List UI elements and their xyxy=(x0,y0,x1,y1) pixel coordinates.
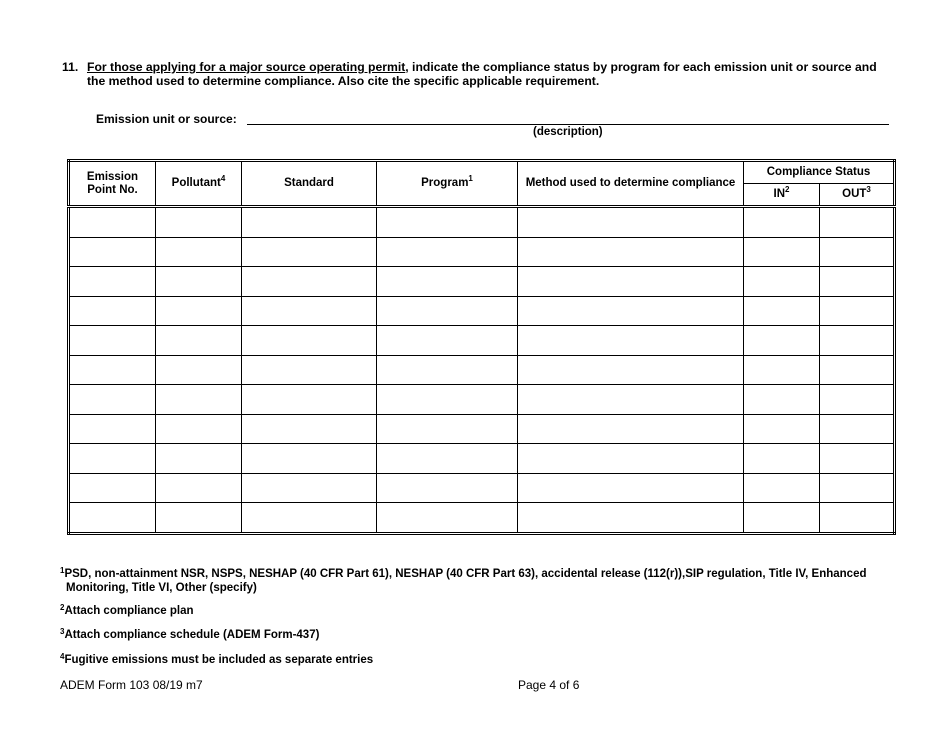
cell-standard[interactable] xyxy=(242,207,377,238)
cell-out[interactable] xyxy=(820,267,895,297)
cell-in[interactable] xyxy=(744,473,820,503)
cell-pollutant[interactable] xyxy=(156,444,242,474)
cell-method[interactable] xyxy=(518,414,744,444)
cell-method[interactable] xyxy=(518,355,744,385)
cell-out[interactable] xyxy=(820,355,895,385)
header-emission-point xyxy=(69,161,156,207)
cell-program[interactable] xyxy=(377,267,518,297)
form-identifier: ADEM Form 103 08/19 m7 xyxy=(60,678,203,692)
question-text-line2: the method used to determine compliance. Also cite the specific applicable requirement. xyxy=(87,74,600,88)
cell-out[interactable] xyxy=(820,473,895,503)
cell-in[interactable] xyxy=(744,267,820,297)
footnote-1-sup: 1 xyxy=(60,566,65,575)
cell-pollutant[interactable] xyxy=(156,237,242,267)
cell-method[interactable] xyxy=(518,326,744,356)
table-row xyxy=(69,296,895,326)
compliance-table xyxy=(67,159,896,535)
cell-standard[interactable] xyxy=(242,414,377,444)
table-row xyxy=(69,355,895,385)
cell-standard[interactable] xyxy=(242,355,377,385)
cell-program[interactable] xyxy=(377,355,518,385)
header-pollutant-text: Pollutant xyxy=(171,177,221,189)
question-number: 11. xyxy=(62,60,79,74)
footnote-2-text: Attach compliance plan xyxy=(64,605,194,617)
footnote-2-sup: 2 xyxy=(60,603,65,612)
cell-out[interactable] xyxy=(820,207,895,238)
cell-program[interactable] xyxy=(377,296,518,326)
cell-in[interactable] xyxy=(744,326,820,356)
cell-method[interactable] xyxy=(518,237,744,267)
cell-method[interactable] xyxy=(518,473,744,503)
footnote-2 xyxy=(60,605,194,619)
table-row xyxy=(69,385,895,415)
table-row xyxy=(69,207,895,238)
footnote-4 xyxy=(60,654,373,668)
cell-standard[interactable] xyxy=(242,326,377,356)
cell-program[interactable] xyxy=(377,503,518,534)
cell-out[interactable] xyxy=(820,414,895,444)
question-text xyxy=(87,60,892,88)
header-emission-line1: Emission xyxy=(86,170,139,183)
header-out xyxy=(820,184,895,207)
cell-emission-point[interactable] xyxy=(69,444,156,474)
cell-method[interactable] xyxy=(518,444,744,474)
cell-standard[interactable] xyxy=(242,296,377,326)
cell-pollutant[interactable] xyxy=(156,207,242,238)
header-in-sup: 2 xyxy=(785,185,790,194)
header-method: Method used to determine compliance xyxy=(518,161,744,207)
cell-pollutant[interactable] xyxy=(156,385,242,415)
cell-program[interactable] xyxy=(377,414,518,444)
cell-program[interactable] xyxy=(377,385,518,415)
table-row xyxy=(69,414,895,444)
header-emission-line2: Point No. xyxy=(87,183,138,196)
cell-emission-point[interactable] xyxy=(69,326,156,356)
cell-method[interactable] xyxy=(518,503,744,534)
cell-emission-point[interactable] xyxy=(69,414,156,444)
footnote-1 xyxy=(60,568,890,595)
cell-program[interactable] xyxy=(377,326,518,356)
table-row xyxy=(69,444,895,474)
cell-emission-point[interactable] xyxy=(69,385,156,415)
cell-method[interactable] xyxy=(518,207,744,238)
cell-in[interactable] xyxy=(744,237,820,267)
cell-emission-point[interactable] xyxy=(69,207,156,238)
cell-emission-point[interactable] xyxy=(69,267,156,297)
cell-method[interactable] xyxy=(518,296,744,326)
cell-out[interactable] xyxy=(820,444,895,474)
footnote-4-text: Fugitive emissions must be included as separate entries xyxy=(64,654,374,666)
header-out-sup: 3 xyxy=(866,185,871,194)
header-in xyxy=(744,184,820,207)
question-underlined-text: For those applying for a major source operating permit xyxy=(87,60,406,74)
footnote-3 xyxy=(60,629,319,643)
cell-emission-point[interactable] xyxy=(69,473,156,503)
question-text-line1: , indicate the compliance status by program for each emission unit or source and xyxy=(405,60,877,74)
cell-standard[interactable] xyxy=(242,444,377,474)
cell-in[interactable] xyxy=(744,414,820,444)
table-body xyxy=(69,207,895,534)
cell-pollutant[interactable] xyxy=(156,267,242,297)
header-pollutant xyxy=(156,161,242,207)
cell-standard[interactable] xyxy=(242,385,377,415)
header-out-text: OUT xyxy=(842,188,867,200)
cell-emission-point[interactable] xyxy=(69,503,156,534)
table-row xyxy=(69,473,895,503)
page-number: Page 4 of 6 xyxy=(518,678,580,692)
header-standard: Standard xyxy=(242,161,377,207)
cell-in[interactable] xyxy=(744,296,820,326)
cell-pollutant[interactable] xyxy=(156,414,242,444)
footnote-4-sup: 4 xyxy=(60,652,65,661)
table-row xyxy=(69,237,895,267)
cell-in[interactable] xyxy=(744,207,820,238)
emission-unit-caption: (description) xyxy=(533,126,603,138)
cell-out[interactable] xyxy=(820,385,895,415)
cell-pollutant[interactable] xyxy=(156,503,242,534)
cell-pollutant[interactable] xyxy=(156,296,242,326)
cell-method[interactable] xyxy=(518,267,744,297)
cell-method[interactable] xyxy=(518,385,744,415)
header-pollutant-sup: 4 xyxy=(220,174,226,183)
cell-pollutant[interactable] xyxy=(156,326,242,356)
cell-standard[interactable] xyxy=(242,503,377,534)
cell-in[interactable] xyxy=(744,355,820,385)
cell-emission-point[interactable] xyxy=(69,296,156,326)
cell-program[interactable] xyxy=(377,207,518,238)
cell-emission-point[interactable] xyxy=(69,237,156,267)
footnote-3-text: Attach compliance schedule (ADEM Form-437) xyxy=(64,629,320,641)
cell-in[interactable] xyxy=(744,444,820,474)
header-program-text: Program xyxy=(421,177,469,189)
cell-emission-point[interactable] xyxy=(69,355,156,385)
footnote-1-line2: Monitoring, Title VI, Other (specify) xyxy=(66,581,257,594)
cell-out[interactable] xyxy=(820,296,895,326)
cell-standard[interactable] xyxy=(242,237,377,267)
table-row xyxy=(69,503,895,534)
cell-program[interactable] xyxy=(377,237,518,267)
cell-pollutant[interactable] xyxy=(156,473,242,503)
emission-unit-label: Emission unit or source: xyxy=(96,112,237,126)
table-row xyxy=(69,326,895,356)
header-program xyxy=(377,161,518,207)
header-program-sup: 1 xyxy=(468,174,473,183)
cell-out[interactable] xyxy=(820,503,895,534)
cell-in[interactable] xyxy=(744,385,820,415)
emission-unit-input[interactable] xyxy=(247,124,889,125)
footnote-1-line1: PSD, non-attainment NSR, NSPS, NESHAP (40 CFR Part 61), NESHAP (40 CFR Part 63), accidental release (112(r)),SIP regulation, Title IV, Enhanced xyxy=(64,568,867,580)
cell-program[interactable] xyxy=(377,473,518,503)
cell-standard[interactable] xyxy=(242,473,377,503)
footnote-3-sup: 3 xyxy=(60,627,65,636)
cell-pollutant[interactable] xyxy=(156,355,242,385)
cell-in[interactable] xyxy=(744,503,820,534)
cell-standard[interactable] xyxy=(242,267,377,297)
header-in-text: IN xyxy=(773,188,786,200)
header-compliance-status: Compliance Status xyxy=(744,161,895,184)
cell-program[interactable] xyxy=(377,444,518,474)
cell-out[interactable] xyxy=(820,326,895,356)
question-11 xyxy=(62,60,892,88)
table-row xyxy=(69,267,895,297)
cell-out[interactable] xyxy=(820,237,895,267)
